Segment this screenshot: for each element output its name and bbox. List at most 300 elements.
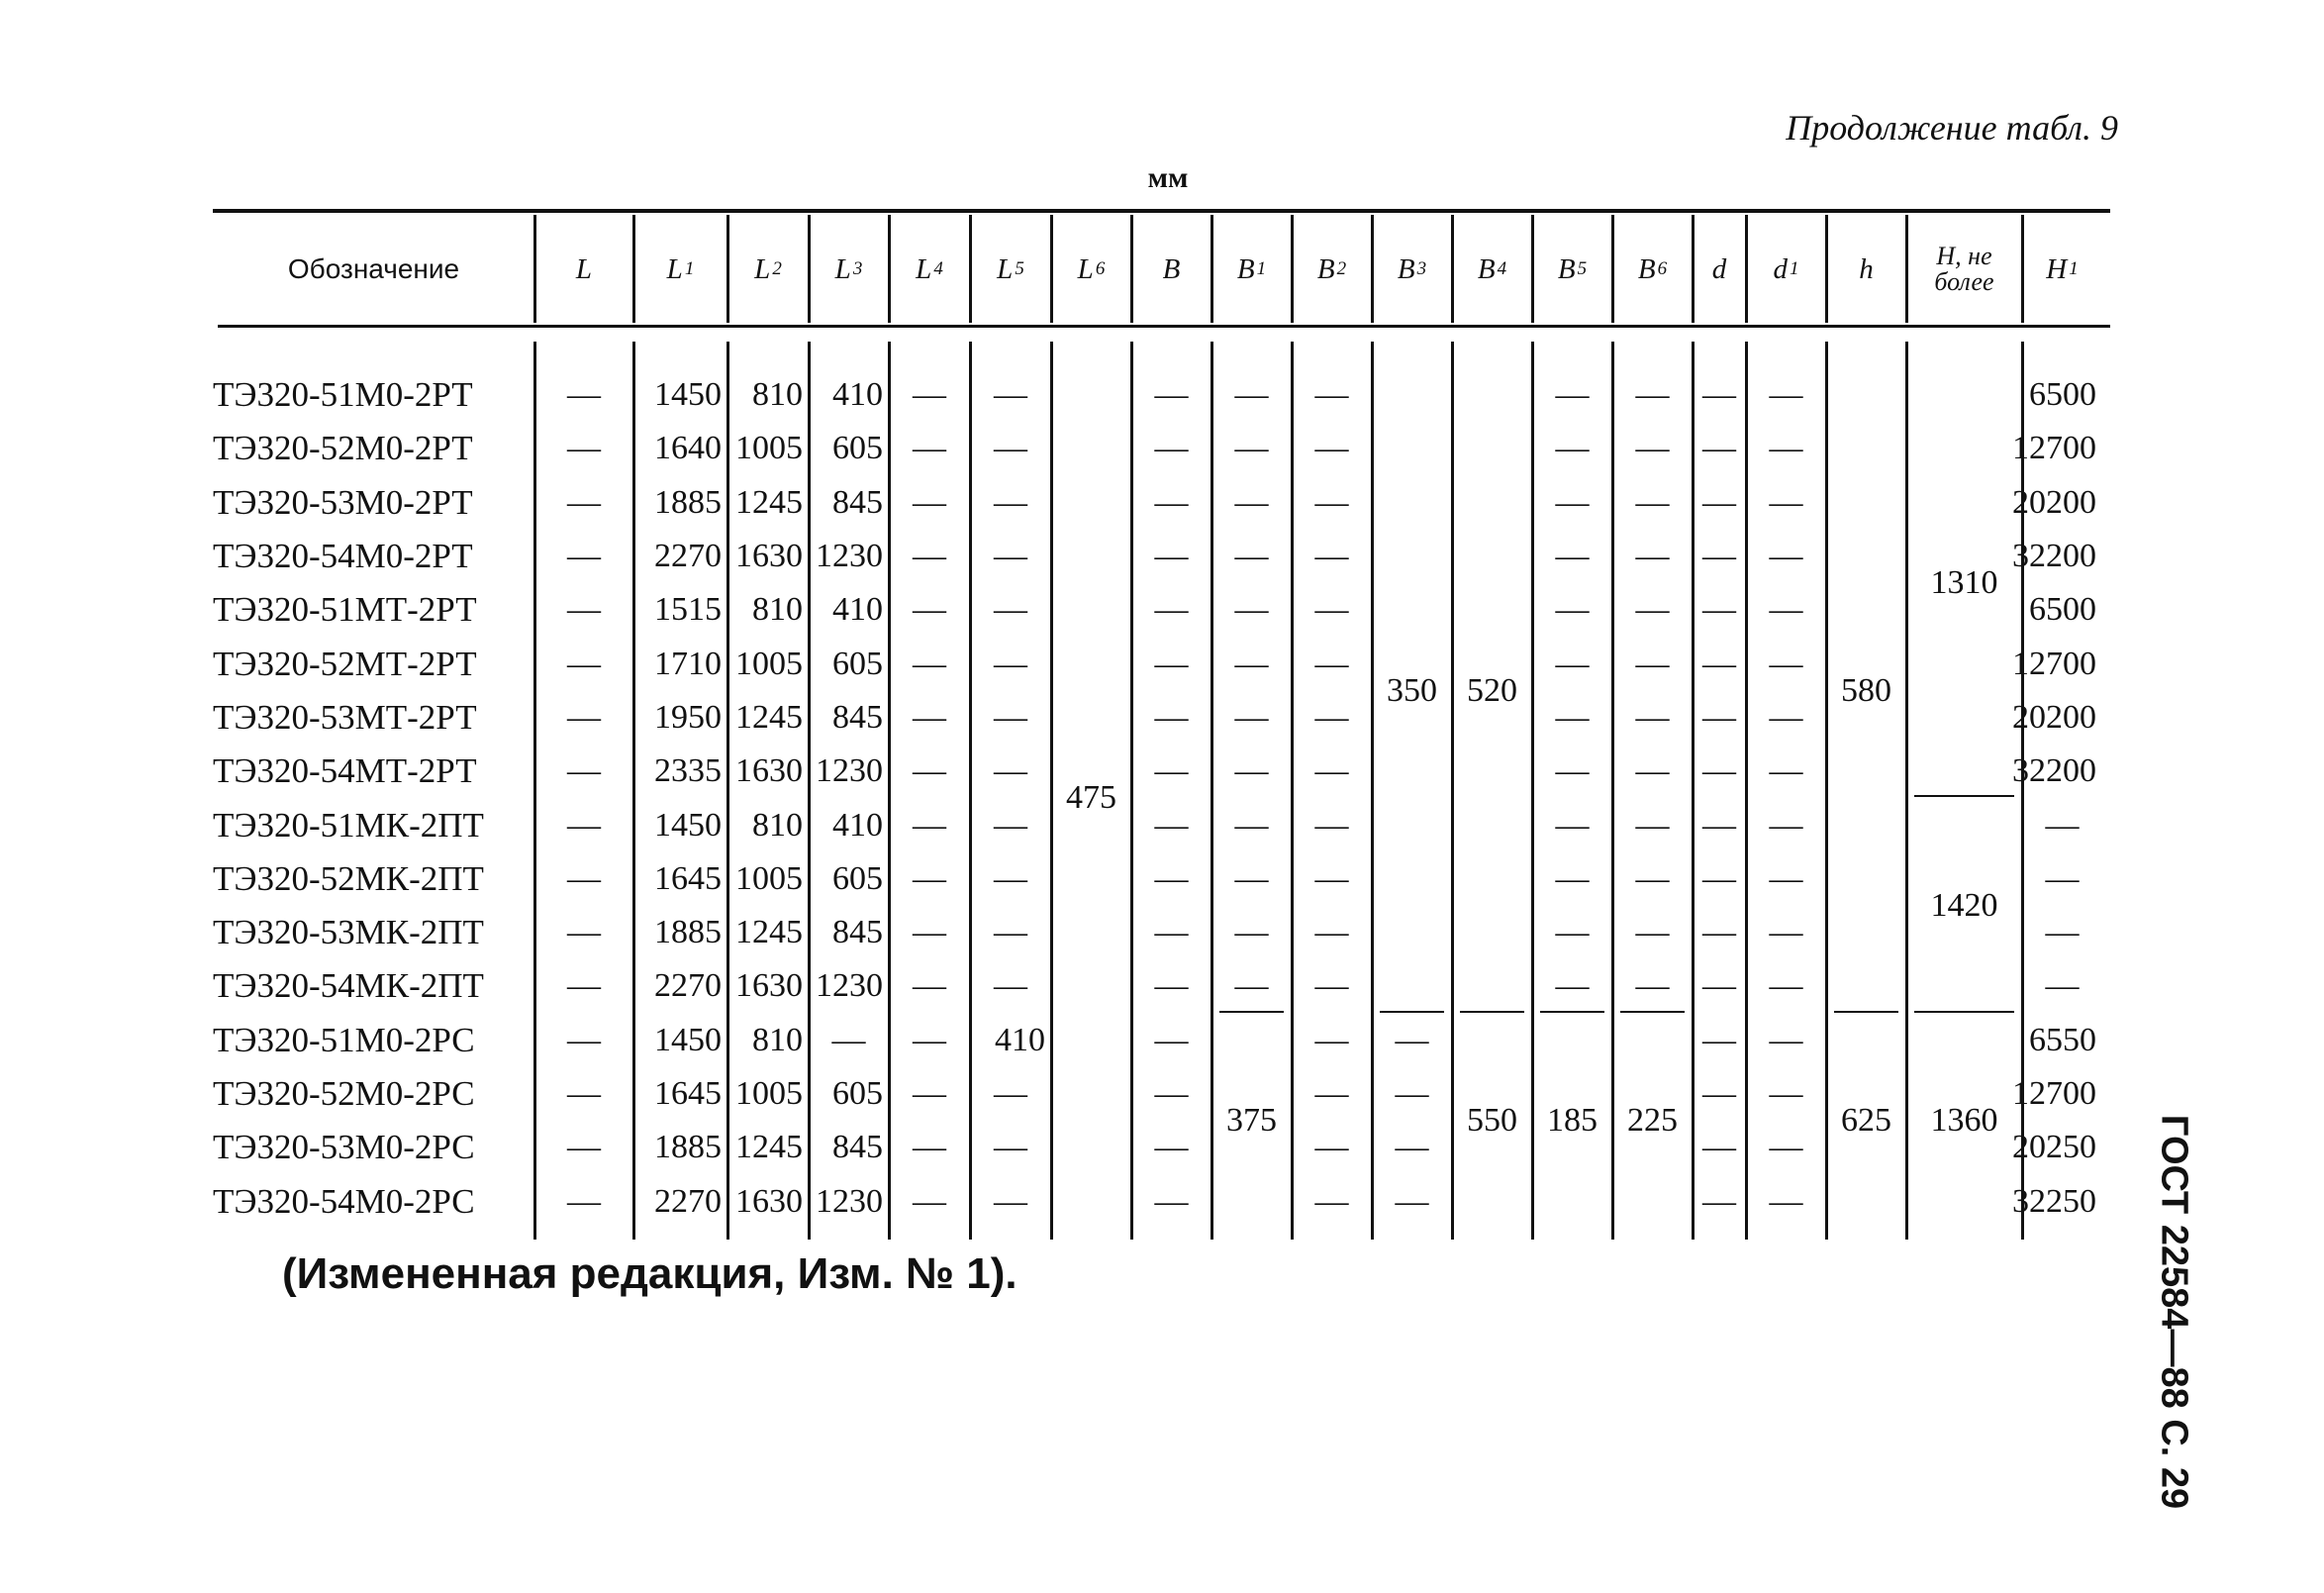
header-H1-base: H [2046, 252, 2068, 285]
cell-B: — [1154, 376, 1189, 414]
cell-B1: — [1234, 591, 1269, 629]
cell-L5: — [994, 1075, 1027, 1113]
header-L3-sub: 3 [852, 258, 863, 279]
cell-B2: — [1314, 967, 1349, 1005]
cell-L3: 1230 [816, 538, 883, 575]
cell-L: — [567, 698, 601, 736]
cell-d1: — [1769, 430, 1803, 467]
header-L5-base: L [997, 252, 1014, 285]
cell-B2: — [1314, 591, 1349, 629]
cell-d1: — [1769, 806, 1803, 844]
designation-cell: ТЭ320-52МТ-2РТ [213, 644, 477, 683]
cell-L2: 1630 [735, 967, 803, 1005]
merged-H: 1420 [1930, 886, 1998, 924]
cell-B6: — [1635, 591, 1670, 629]
cell-d: — [1702, 806, 1736, 844]
cell-L4: — [913, 483, 946, 521]
cell-H1: 6500 [2029, 376, 2096, 414]
designation-cell: ТЭ320-54М0-2РТ [213, 537, 473, 576]
cell-L3: 605 [832, 645, 883, 682]
designation-cell: ТЭ320-51МК-2ПТ [213, 805, 484, 845]
cell-L2: 810 [752, 806, 803, 844]
cell-B: — [1154, 914, 1189, 951]
merged-h: 625 [1841, 1102, 1891, 1140]
cell-B6: — [1635, 645, 1670, 682]
cell-L2: 810 [752, 376, 803, 414]
header-H-max [1906, 215, 2022, 324]
header-d1-base: d [1773, 252, 1788, 285]
designation-cell: ТЭ320-52М0-2РС [213, 1074, 475, 1114]
header-H-line1: H, не [1936, 242, 1992, 270]
cell-B3: — [1395, 1182, 1429, 1220]
header-L6-base: L [1077, 252, 1094, 285]
units-label: мм [1147, 161, 1189, 194]
cell-L4: — [913, 698, 946, 736]
cell-H1: — [2045, 967, 2080, 1005]
cell-B1: — [1234, 376, 1269, 414]
cell-L3: 605 [832, 859, 883, 897]
cell-L5: — [994, 752, 1027, 790]
header-h: h [1859, 252, 1874, 285]
merged-B4: 550 [1467, 1102, 1517, 1140]
cell-B3: — [1395, 1129, 1429, 1166]
header-L1-base: L [666, 252, 683, 285]
cell-H1: 32200 [2012, 538, 2096, 575]
cell-L3: 1230 [816, 752, 883, 790]
merged-B3: 350 [1387, 671, 1437, 709]
header-B2 [1292, 215, 1372, 324]
header-L2-base: L [754, 252, 771, 285]
cell-d: — [1702, 430, 1736, 467]
cell-L3: 845 [832, 1129, 883, 1166]
cell-L3: 1230 [816, 967, 883, 1005]
cell-H1: — [2045, 806, 2080, 844]
header-B6-sub: 6 [1657, 258, 1668, 279]
cell-L3: 845 [832, 483, 883, 521]
cell-d1: — [1769, 698, 1803, 736]
header-H1 [2022, 215, 2102, 324]
cell-L: — [567, 538, 601, 575]
cell-B: — [1154, 645, 1189, 682]
cell-B: — [1154, 806, 1189, 844]
cell-L: — [567, 1021, 601, 1058]
cell-H1: 32200 [2012, 752, 2096, 790]
header-B4-base: B [1477, 252, 1496, 285]
merged-B5: 185 [1547, 1102, 1598, 1140]
cell-L4: — [913, 645, 946, 682]
cell-L3: 845 [832, 698, 883, 736]
cell-B2: — [1314, 538, 1349, 575]
cell-B3: — [1395, 1021, 1429, 1058]
header-B1-sub: 1 [1256, 258, 1267, 279]
cell-B5: — [1555, 806, 1590, 844]
header-d: d [1711, 252, 1727, 285]
cell-L3: 845 [832, 914, 883, 951]
cell-B2: — [1314, 806, 1349, 844]
cell-L3: — [831, 1021, 866, 1058]
cell-B: — [1154, 859, 1189, 897]
cell-d: — [1702, 538, 1736, 575]
cell-L2: 1005 [735, 859, 803, 897]
header-L3 [809, 215, 889, 324]
cell-L2: 1630 [735, 752, 803, 790]
cell-B1: — [1234, 914, 1269, 951]
designation-cell: ТЭ320-52М0-2РТ [213, 429, 473, 468]
cell-L1: 2270 [654, 1182, 722, 1220]
cell-H1: 12700 [2012, 1075, 2096, 1113]
cell-B: — [1154, 483, 1189, 521]
header-L1-sub: 1 [684, 258, 695, 279]
merged-L6: 475 [1066, 779, 1116, 817]
cell-L5: — [994, 698, 1027, 736]
cell-L1: 2335 [654, 752, 722, 790]
cell-B2: — [1314, 1182, 1349, 1220]
cell-B6: — [1635, 752, 1670, 790]
header-B3 [1372, 215, 1452, 324]
cell-L4: — [913, 1182, 946, 1220]
cell-L4: — [913, 538, 946, 575]
cell-L4: — [913, 591, 946, 629]
cell-B6: — [1635, 806, 1670, 844]
cell-B5: — [1555, 591, 1590, 629]
cell-d: — [1702, 1021, 1736, 1058]
cell-H1: — [2045, 859, 2080, 897]
cell-H1: 6550 [2029, 1021, 2096, 1058]
cell-L: — [567, 752, 601, 790]
cell-L1: 1950 [654, 698, 722, 736]
cell-B6: — [1635, 914, 1670, 951]
cell-L: — [567, 1075, 601, 1113]
cell-B2: — [1314, 483, 1349, 521]
cell-B2: — [1314, 1075, 1349, 1113]
cell-L: — [567, 645, 601, 682]
cell-B3: — [1395, 1075, 1429, 1113]
cell-L1: 1885 [654, 1129, 722, 1166]
header-bottom-rule [218, 325, 2110, 328]
cell-H1: 12700 [2012, 430, 2096, 467]
cell-B6: — [1635, 859, 1670, 897]
cell-B5: — [1555, 752, 1590, 790]
cell-H1: 20250 [2012, 1129, 2096, 1166]
cell-L5: — [994, 591, 1027, 629]
cell-B: — [1154, 1129, 1189, 1166]
cell-d1: — [1769, 859, 1803, 897]
header-L6-sub: 6 [1095, 258, 1106, 279]
cell-d: — [1702, 914, 1736, 951]
designation-cell: ТЭ320-53МТ-2РТ [213, 697, 477, 737]
cell-B5: — [1555, 859, 1590, 897]
cell-L5: — [994, 645, 1027, 682]
cell-L4: — [913, 1021, 946, 1058]
cell-L2: 1630 [735, 538, 803, 575]
cell-L2: 810 [752, 1021, 803, 1058]
merged-h: 580 [1841, 671, 1891, 709]
header-L2-sub: 2 [772, 258, 782, 279]
cell-d: — [1702, 967, 1736, 1005]
cell-L4: — [913, 859, 946, 897]
cell-L4: — [913, 376, 946, 414]
cell-d1: — [1769, 538, 1803, 575]
cell-L4: — [913, 967, 946, 1005]
header-B3-base: B [1397, 252, 1415, 285]
header-B6-base: B [1637, 252, 1656, 285]
cell-L: — [567, 806, 601, 844]
cell-d1: — [1769, 1075, 1803, 1113]
header-L: L [575, 252, 593, 285]
cell-L2: 1005 [735, 430, 803, 467]
header-L4-sub: 4 [933, 258, 943, 279]
cell-L1: 2270 [654, 967, 722, 1005]
cell-L4: — [913, 806, 946, 844]
cell-L5: — [994, 1129, 1027, 1166]
cell-B1: — [1234, 859, 1269, 897]
cell-d1: — [1769, 1021, 1803, 1058]
cell-B2: — [1314, 1129, 1349, 1166]
cell-B: — [1154, 591, 1189, 629]
cell-d1: — [1769, 914, 1803, 951]
cell-L1: 1450 [654, 376, 722, 414]
cell-B6: — [1635, 538, 1670, 575]
designation-cell: ТЭ320-53М0-2РТ [213, 482, 473, 522]
cell-B2: — [1314, 859, 1349, 897]
designation-cell: ТЭ320-53М0-2РС [213, 1128, 475, 1167]
cell-d: — [1702, 376, 1736, 414]
cell-H1: — [2045, 914, 2080, 951]
header-B2-sub: 2 [1336, 258, 1347, 279]
header-d1 [1746, 215, 1826, 324]
cell-d: — [1702, 752, 1736, 790]
cell-d1: — [1769, 967, 1803, 1005]
cell-L2: 1005 [735, 645, 803, 682]
cell-L5: — [994, 914, 1027, 951]
cell-B: — [1154, 1021, 1189, 1058]
designation-cell: ТЭ320-52МК-2ПТ [213, 858, 484, 898]
cell-B2: — [1314, 914, 1349, 951]
header-B1-base: B [1236, 252, 1255, 285]
cell-B1: — [1234, 806, 1269, 844]
table-continuation-caption: Продолжение табл. 9 [1786, 108, 2118, 148]
cell-L2: 1630 [735, 1182, 803, 1220]
merged-H: 1310 [1930, 564, 1998, 602]
header-B: B [1162, 252, 1181, 285]
cell-L1: 1885 [654, 914, 722, 951]
cell-B1: — [1234, 483, 1269, 521]
cell-L: — [567, 967, 601, 1005]
cell-L1: 2270 [654, 538, 722, 575]
cell-B: — [1154, 967, 1189, 1005]
cell-B1: — [1234, 645, 1269, 682]
cell-B: — [1154, 752, 1189, 790]
cell-L: — [567, 591, 601, 629]
cell-L3: 1230 [816, 1182, 883, 1220]
merged-H: 1360 [1930, 1102, 1998, 1140]
cell-B6: — [1635, 967, 1670, 1005]
header-L1 [633, 215, 727, 324]
cell-L2: 1245 [735, 483, 803, 521]
designation-cell: ТЭ320-53МК-2ПТ [213, 913, 484, 952]
cell-L2: 810 [752, 591, 803, 629]
cell-d1: — [1769, 1129, 1803, 1166]
cell-L4: — [913, 1075, 946, 1113]
cell-B5: — [1555, 538, 1590, 575]
cell-d: — [1702, 859, 1736, 897]
header-B5 [1532, 215, 1612, 324]
header-B4-sub: 4 [1497, 258, 1507, 279]
header-B5-base: B [1557, 252, 1576, 285]
cell-B6: — [1635, 698, 1670, 736]
header-designation: Обозначение [287, 253, 460, 284]
cell-B6: — [1635, 376, 1670, 414]
header-H1-sub: 1 [2069, 258, 2079, 279]
header-L4-base: L [916, 252, 932, 285]
cell-H1: 12700 [2012, 645, 2096, 682]
designation-cell: ТЭ320-51М0-2РТ [213, 375, 473, 415]
cell-L5: 410 [995, 1021, 1045, 1058]
cell-L5: — [994, 806, 1027, 844]
cell-L1: 1885 [654, 483, 722, 521]
cell-L5: — [994, 376, 1027, 414]
cell-L4: — [913, 1129, 946, 1166]
cell-L3: 605 [832, 1075, 883, 1113]
header-d1-sub: 1 [1790, 258, 1799, 279]
cell-L5: — [994, 430, 1027, 467]
cell-L: — [567, 1182, 601, 1220]
cell-L: — [567, 483, 601, 521]
cell-B5: — [1555, 914, 1590, 951]
cell-L2: 1245 [735, 698, 803, 736]
cell-L3: 410 [832, 591, 883, 629]
gost-page-text: ГОСТ 22584—88 С. 29 [2153, 1114, 2195, 1510]
cell-L4: — [913, 914, 946, 951]
merged-B4: 520 [1467, 671, 1517, 709]
cell-B: — [1154, 538, 1189, 575]
cell-d: — [1702, 483, 1736, 521]
header-H-line2: более [1934, 267, 1994, 296]
designation-cell: ТЭ320-54МК-2ПТ [213, 966, 484, 1006]
cell-B6: — [1635, 430, 1670, 467]
cell-L3: 410 [832, 806, 883, 844]
cell-d: — [1702, 645, 1736, 682]
cell-B1: — [1234, 698, 1269, 736]
cell-B5: — [1555, 967, 1590, 1005]
header-B5-sub: 5 [1577, 258, 1588, 279]
cell-L4: — [913, 752, 946, 790]
cell-B2: — [1314, 430, 1349, 467]
cell-L1: 1640 [654, 430, 722, 467]
cell-L1: 1645 [654, 859, 722, 897]
cell-H1: 32250 [2012, 1182, 2096, 1220]
cell-L3: 410 [832, 376, 883, 414]
cell-B5: — [1555, 483, 1590, 521]
cell-d: — [1702, 1129, 1736, 1166]
cell-B2: — [1314, 698, 1349, 736]
table-top-rule [213, 209, 2110, 213]
cell-L1: 1645 [654, 1075, 722, 1113]
cell-H1: 6500 [2029, 591, 2096, 629]
cell-d1: — [1769, 1182, 1803, 1220]
cell-B5: — [1555, 430, 1590, 467]
header-L5 [970, 215, 1051, 324]
cell-L1: 1710 [654, 645, 722, 682]
cell-L2: 1245 [735, 1129, 803, 1166]
cell-B2: — [1314, 1021, 1349, 1058]
cell-B: — [1154, 430, 1189, 467]
cell-d1: — [1769, 591, 1803, 629]
cell-L5: — [994, 967, 1027, 1005]
cell-L3: 605 [832, 430, 883, 467]
cell-B5: — [1555, 645, 1590, 682]
header-B6 [1612, 215, 1693, 324]
cell-d: — [1702, 591, 1736, 629]
cell-L5: — [994, 1182, 1027, 1220]
cell-d1: — [1769, 645, 1803, 682]
cell-L: — [567, 376, 601, 414]
cell-L5: — [994, 859, 1027, 897]
cell-d1: — [1769, 752, 1803, 790]
designation-cell: ТЭ320-54М0-2РС [213, 1181, 475, 1221]
designation-cell: ТЭ320-51МТ-2РТ [213, 590, 477, 630]
cell-B1: — [1234, 538, 1269, 575]
header-B3-sub: 3 [1416, 258, 1427, 279]
gost-page-label [2144, 1114, 2203, 1510]
cell-B: — [1154, 698, 1189, 736]
cell-L4: — [913, 430, 946, 467]
revision-note: (Измененная редакция, Изм. № 1). [282, 1249, 1017, 1298]
cell-H1: 20200 [2012, 698, 2096, 736]
cell-L: — [567, 859, 601, 897]
header-L4 [889, 215, 970, 324]
cell-L: — [567, 914, 601, 951]
cell-L1: 1515 [654, 591, 722, 629]
cell-L: — [567, 1129, 601, 1166]
cell-L1: 1450 [654, 1021, 722, 1058]
cell-B1: — [1234, 430, 1269, 467]
header-L6 [1051, 215, 1131, 324]
cell-B2: — [1314, 376, 1349, 414]
cell-B2: — [1314, 645, 1349, 682]
header-L3-base: L [834, 252, 851, 285]
cell-L5: — [994, 538, 1027, 575]
cell-B5: — [1555, 698, 1590, 736]
cell-d: — [1702, 698, 1736, 736]
cell-L5: — [994, 483, 1027, 521]
designation-cell: ТЭ320-54МТ-2РТ [213, 751, 477, 791]
cell-B: — [1154, 1182, 1189, 1220]
cell-d: — [1702, 1182, 1736, 1220]
cell-B1: — [1234, 752, 1269, 790]
merged-B6: 225 [1627, 1102, 1678, 1140]
cell-H1: 20200 [2012, 483, 2096, 521]
cell-L1: 1450 [654, 806, 722, 844]
cell-L: — [567, 430, 601, 467]
cell-d: — [1702, 1075, 1736, 1113]
cell-L2: 1005 [735, 1075, 803, 1113]
cell-d1: — [1769, 376, 1803, 414]
cell-B: — [1154, 1075, 1189, 1113]
header-B2-base: B [1316, 252, 1335, 285]
header-B1 [1211, 215, 1292, 324]
cell-B5: — [1555, 376, 1590, 414]
cell-d1: — [1769, 483, 1803, 521]
designation-cell: ТЭ320-51М0-2РС [213, 1020, 475, 1059]
header-L5-sub: 5 [1015, 258, 1024, 279]
header-B4 [1452, 215, 1532, 324]
cell-B2: — [1314, 752, 1349, 790]
merged-B1: 375 [1226, 1102, 1277, 1140]
cell-B6: — [1635, 483, 1670, 521]
header-L2 [727, 215, 809, 324]
cell-B1: — [1234, 967, 1269, 1005]
